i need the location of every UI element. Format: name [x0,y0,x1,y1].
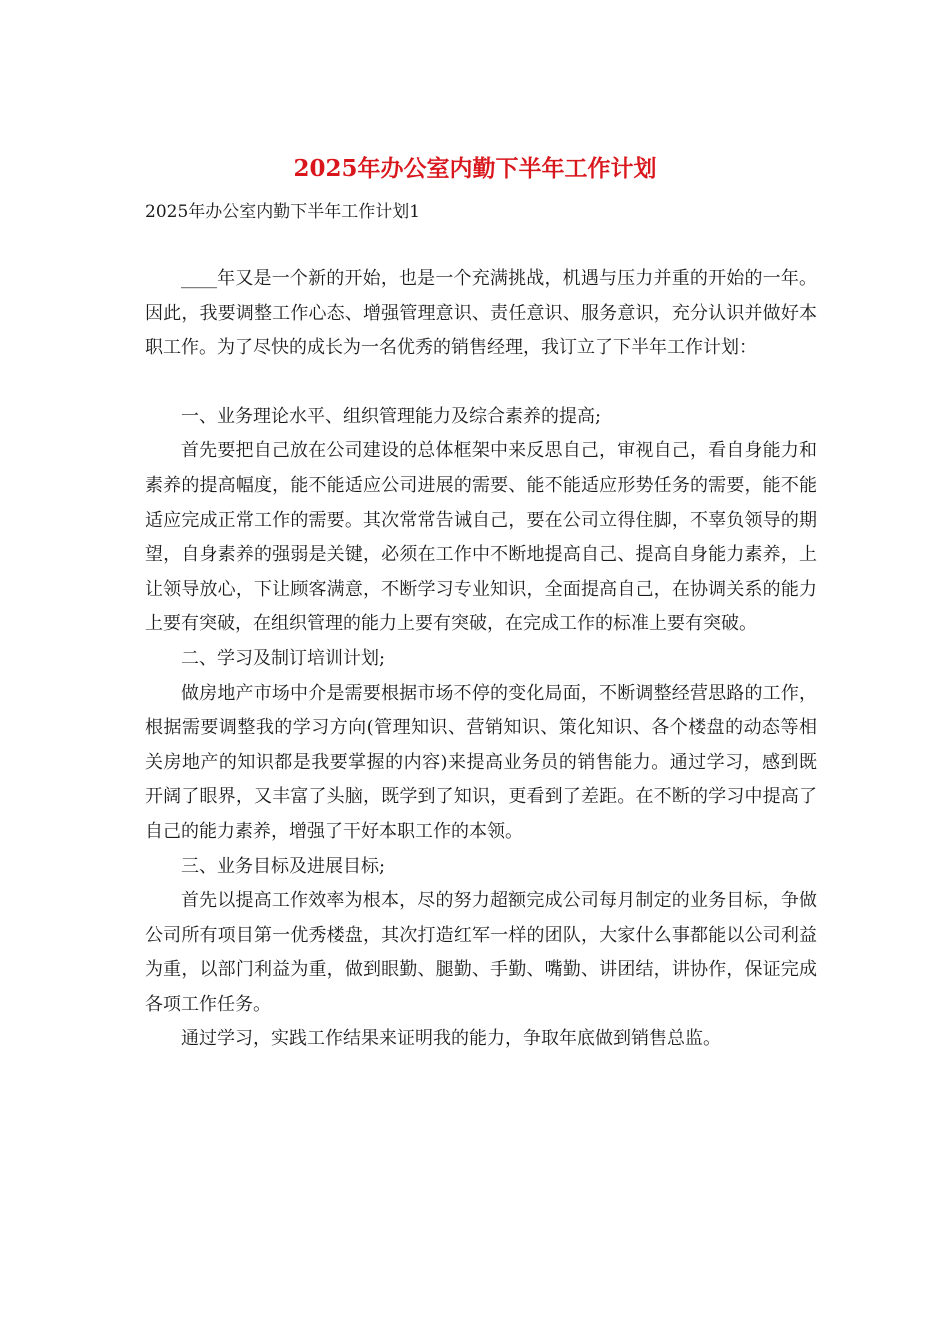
section-heading-3: 三、业务目标及进展目标; [181,855,386,877]
closing-paragraph: 通过学习，实践工作结果来证明我的能力，争取年底做到销售总监。 [181,1028,721,1050]
paragraph-gap [145,366,817,400]
document-body [145,262,817,1057]
document-title: 2025年办公室内勤下半年工作计划 [293,155,657,182]
section-body-3: 首先以提高工作效率为根本，尽的努力超额完成公司每月制定的业务目标，争做公司所有项目第一优秀楼盘，其次打造红军一样的团队，大家什么事都能以公司利益为重，以部门利益为重，做到眼勤、腿勤、手勤、嘴勤、讲团结，讲协作，保证完成各项工作任务。 [145,890,817,1015]
section-body-1: 首先要把自己放在公司建设的总体框架中来反思自己，审视自己，看自身能力和素养的提高幅度，能不能适应公司进展的需要、能不能适应形势任务的需要，能不能适应完成正常工作的需要。其次常常告诫自己，要在公司立得住脚，不辜负领导的期望，自身素养的强弱是关键，必须在工作中不断地提高自己、提高自身能力素养，上让领导放心，下让顾客满意，不断学习专业知识，全面提高自己，在协调关系的能力上要有突破，在组织管理的能力上要有突破，在完成工作的标准上要有突破。 [145,440,817,635]
document-subtitle: 2025年办公室内勤下半年工作计划1 [145,202,421,222]
intro-paragraph: ____年又是一个新的开始，也是一个充满挑战，机遇与压力并重的开始的一年。因此，我要调整工作心态、增强管理意识、责任意识、服务意识，充分认识并做好本职工作。为了尽快的成长为一名优秀的销售经理，我订立了下半年工作计划： [145,268,817,359]
section-heading-1: 一、业务理论水平、组织管理能力及综合素养的提高; [181,405,602,427]
section-heading-2: 二、学习及制订培训计划; [181,647,386,669]
section-body-2: 做房地产市场中介是需要根据市场不停的变化局面，不断调整经营思路的工作，根据需要调整我的学习方向(管理知识、营销知识、策化知识、各个楼盘的动态等相关房地产的知识都是我要掌握的内容)来提高业务员的销售能力。通过学习，感到既开阔了眼界，又丰富了头脑，既学到了知识，更看到了差距。在不断的学习中提高了自己的能力素养，增强了干好本职工作的本领。 [145,682,817,842]
